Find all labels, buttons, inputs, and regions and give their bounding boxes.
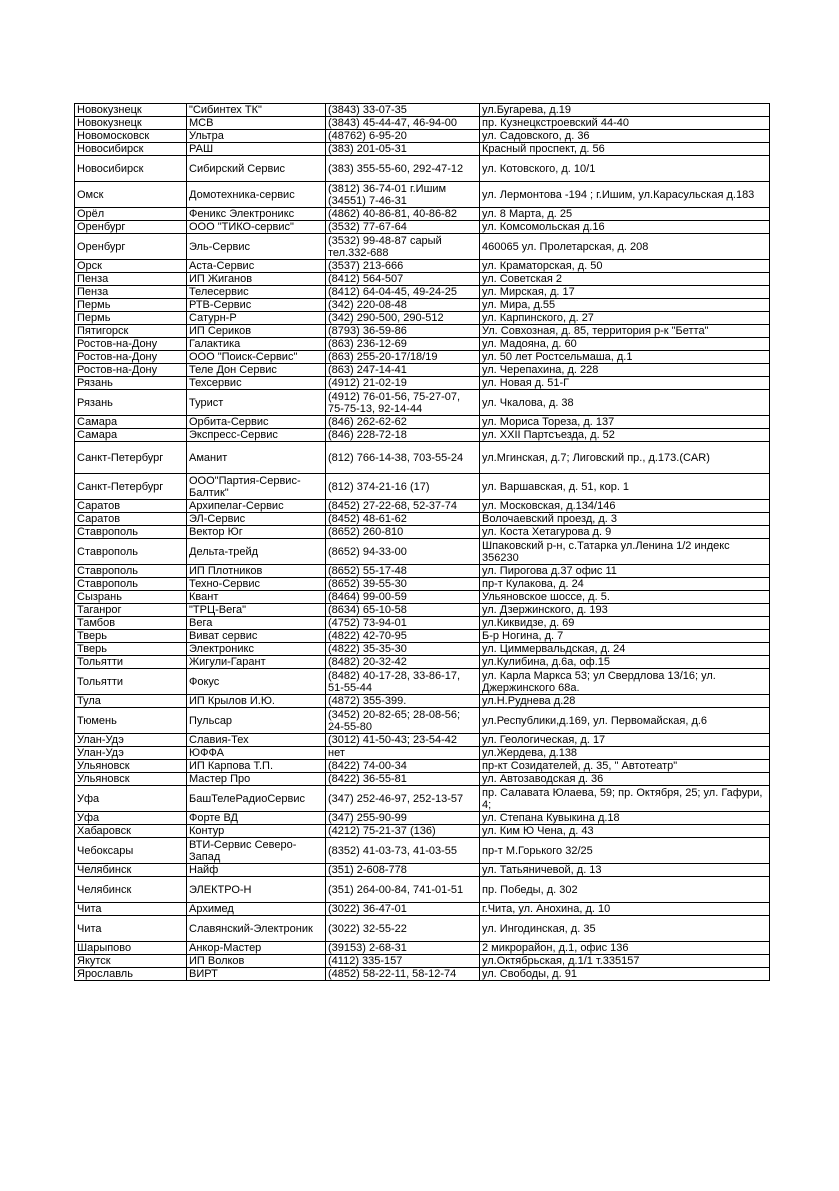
table-row [75, 656, 770, 669]
address-cell: ул. Комсомольская д.16 [480, 221, 770, 234]
table-row [75, 942, 770, 955]
table-row [75, 747, 770, 760]
city-cell: Челябинск [75, 877, 187, 903]
phone-cell: (8652) 55-17-48 [326, 565, 480, 578]
city-cell: Тула [75, 695, 187, 708]
address-cell: 460065 ул. Пролетарская, д. 208 [480, 234, 770, 260]
table-row [75, 208, 770, 221]
company-cell: РТВ-Сервис [187, 299, 326, 312]
table-row [75, 916, 770, 942]
company-cell: Домотехника-сервис [187, 182, 326, 208]
service-centers-table [74, 103, 770, 981]
address-cell: ул. Черепахина, д. 228 [480, 364, 770, 377]
table-row [75, 364, 770, 377]
table-row [75, 838, 770, 864]
address-cell: пр. Победы, д. 302 [480, 877, 770, 903]
table-row [75, 669, 770, 695]
address-cell: ул. Карла Маркса 53; ул Свердлова 13/16; ул. Джержинского 68а. [480, 669, 770, 695]
city-cell: Рязань [75, 390, 187, 416]
phone-cell: (347) 255-90-99 [326, 812, 480, 825]
company-cell: МСВ [187, 117, 326, 130]
address-cell: ул. Мадояна, д. 60 [480, 338, 770, 351]
city-cell: Пенза [75, 286, 187, 299]
phone-cell: (8412) 64-04-45, 49-24-25 [326, 286, 480, 299]
table-row [75, 786, 770, 812]
city-cell: Пермь [75, 312, 187, 325]
city-cell: Новосибирск [75, 156, 187, 182]
phone-cell: (4912) 21-02-19 [326, 377, 480, 390]
phone-cell: (4912) 76-01-56, 75-27-07, 75-75-13, 92-14-44 [326, 390, 480, 416]
address-cell: ул. Степана Кувыкина д.18 [480, 812, 770, 825]
company-cell: ООО "Поиск-Сервис" [187, 351, 326, 364]
company-cell: Мастер Про [187, 773, 326, 786]
address-cell: ул. XXII Партсъезда, д. 52 [480, 429, 770, 442]
city-cell: Тюмень [75, 708, 187, 734]
company-cell: ИП Жиганов [187, 273, 326, 286]
company-cell: Контур [187, 825, 326, 838]
address-cell: Волочаевский проезд, д. 3 [480, 513, 770, 526]
phone-cell: (8452) 48-61-62 [326, 513, 480, 526]
city-cell: Тольятти [75, 656, 187, 669]
company-cell: ЭЛЕКТРО-Н [187, 877, 326, 903]
address-cell: ул. Коста Хетагурова д. 9 [480, 526, 770, 539]
company-cell: Электроникс [187, 643, 326, 656]
table-row [75, 442, 770, 474]
phone-cell: (4862) 40-86-81, 40-86-82 [326, 208, 480, 221]
phone-cell: (812) 374-21-16 (17) [326, 474, 480, 500]
city-cell: Тверь [75, 643, 187, 656]
table-row [75, 630, 770, 643]
company-cell: "ТРЦ-Вега" [187, 604, 326, 617]
city-cell: Оренбург [75, 221, 187, 234]
address-cell: ул.Киквидзе, д. 69 [480, 617, 770, 630]
company-cell: Жигули-Гарант [187, 656, 326, 669]
phone-cell: (347) 252-46-97, 252-13-57 [326, 786, 480, 812]
address-cell: пр-кт Созидателей, д. 35, " Автотеатр" [480, 760, 770, 773]
table-row [75, 903, 770, 916]
city-cell: Ярославль [75, 968, 187, 981]
phone-cell: (3843) 33-07-35 [326, 104, 480, 117]
company-cell: ВИРТ [187, 968, 326, 981]
city-cell: Пермь [75, 299, 187, 312]
city-cell: Чита [75, 903, 187, 916]
city-cell: Ставрополь [75, 578, 187, 591]
city-cell: Ставрополь [75, 539, 187, 565]
address-cell: ул. Мориса Тореза, д. 137 [480, 416, 770, 429]
address-cell: ул. Ким Ю Чена, д. 43 [480, 825, 770, 838]
phone-cell: нет [326, 747, 480, 760]
address-cell: ул. Садовского, д. 36 [480, 130, 770, 143]
company-cell: Эль-Сервис [187, 234, 326, 260]
address-cell: 2 микрорайон, д.1, офис 136 [480, 942, 770, 955]
city-cell: Ростов-на-Дону [75, 338, 187, 351]
address-cell: ул. Татьяничевой, д. 13 [480, 864, 770, 877]
city-cell: Саратов [75, 513, 187, 526]
address-cell: ул. Краматорская, д. 50 [480, 260, 770, 273]
company-cell: Найф [187, 864, 326, 877]
address-cell: ул. Циммервальдская, д. 24 [480, 643, 770, 656]
table-row [75, 338, 770, 351]
company-cell: Архимед [187, 903, 326, 916]
phone-cell: (8482) 40-17-28, 33-86-17, 51-55-44 [326, 669, 480, 695]
address-cell: пр. Кузнецкстроевский 44-40 [480, 117, 770, 130]
phone-cell: (8422) 36-55-81 [326, 773, 480, 786]
phone-cell: (3452) 20-82-65; 28-08-56; 24-55-80 [326, 708, 480, 734]
phone-cell: (39153) 2-68-31 [326, 942, 480, 955]
address-cell: ул. Геологическая, д. 17 [480, 734, 770, 747]
company-cell: Сибирский Сервис [187, 156, 326, 182]
phone-cell: (863) 247-14-41 [326, 364, 480, 377]
phone-cell: (3843) 45-44-47, 46-94-00 [326, 117, 480, 130]
phone-cell: (4822) 42-70-95 [326, 630, 480, 643]
city-cell: Ростов-на-Дону [75, 364, 187, 377]
table-row [75, 390, 770, 416]
table-row [75, 474, 770, 500]
company-cell: ЮФФА [187, 747, 326, 760]
table-row [75, 273, 770, 286]
city-cell: Уфа [75, 812, 187, 825]
company-cell: ЭЛ-Сервис [187, 513, 326, 526]
phone-cell: (3532) 99-48-87 сарый тел.332-688 [326, 234, 480, 260]
table-row [75, 773, 770, 786]
address-cell: ул. Мира, д.55 [480, 299, 770, 312]
address-cell: пр. Салавата Юлаева, 59; пр. Октября, 25; ул. Гафури, 4; [480, 786, 770, 812]
phone-cell: (3537) 213-666 [326, 260, 480, 273]
table-row [75, 968, 770, 981]
address-cell: ул. 8 Марта, д. 25 [480, 208, 770, 221]
company-cell: Телесервис [187, 286, 326, 299]
city-cell: Уфа [75, 786, 187, 812]
city-cell: Шарыпово [75, 942, 187, 955]
table-row [75, 604, 770, 617]
city-cell: Улан-Удэ [75, 747, 187, 760]
company-cell: Орбита-Сервис [187, 416, 326, 429]
phone-cell: (4752) 73-94-01 [326, 617, 480, 630]
city-cell: Новокузнецк [75, 117, 187, 130]
address-cell: ул.Н.Руднева д.28 [480, 695, 770, 708]
table-row [75, 825, 770, 838]
city-cell: Ставрополь [75, 565, 187, 578]
phone-cell: (3812) 36-74-01 г.Ишим (34551) 7-46-31 [326, 182, 480, 208]
table-row [75, 104, 770, 117]
phone-cell: (8412) 564-507 [326, 273, 480, 286]
table-row [75, 117, 770, 130]
phone-cell: (4872) 355-399. [326, 695, 480, 708]
phone-cell: (8652) 94-33-00 [326, 539, 480, 565]
address-cell: Б-р Ногина, д. 7 [480, 630, 770, 643]
city-cell: Хабаровск [75, 825, 187, 838]
company-cell: ИП Сериков [187, 325, 326, 338]
table-row [75, 143, 770, 156]
address-cell: ул. Карпинского, д. 27 [480, 312, 770, 325]
table-row [75, 221, 770, 234]
phone-cell: (383) 201-05-31 [326, 143, 480, 156]
company-cell: Техно-Сервис [187, 578, 326, 591]
phone-cell: (4112) 335-157 [326, 955, 480, 968]
phone-cell: (351) 264-00-84, 741-01-51 [326, 877, 480, 903]
address-cell: ул. Свободы, д. 91 [480, 968, 770, 981]
company-cell: ИП Крылов И.Ю. [187, 695, 326, 708]
table-row [75, 260, 770, 273]
phone-cell: (8793) 36-59-86 [326, 325, 480, 338]
phone-cell: (8634) 65-10-58 [326, 604, 480, 617]
table-row [75, 416, 770, 429]
phone-cell: (3022) 32-55-22 [326, 916, 480, 942]
city-cell: Ростов-на-Дону [75, 351, 187, 364]
city-cell: Новомосковск [75, 130, 187, 143]
table-row [75, 734, 770, 747]
phone-cell: (846) 262-62-62 [326, 416, 480, 429]
address-cell: ул. Пирогова д.37 офис 11 [480, 565, 770, 578]
phone-cell: (8652) 39-55-30 [326, 578, 480, 591]
phone-cell: (342) 220-08-48 [326, 299, 480, 312]
phone-cell: (3022) 36-47-01 [326, 903, 480, 916]
address-cell: пр-т Кулакова, д. 24 [480, 578, 770, 591]
city-cell: Пенза [75, 273, 187, 286]
phone-cell: (3012) 41-50-43; 23-54-42 [326, 734, 480, 747]
table-row [75, 182, 770, 208]
city-cell: Тверь [75, 630, 187, 643]
city-cell: Саратов [75, 500, 187, 513]
city-cell: Чебоксары [75, 838, 187, 864]
company-cell: ВТИ-Сервис Северо-Запад [187, 838, 326, 864]
phone-cell: (8422) 74-00-34 [326, 760, 480, 773]
table-row [75, 429, 770, 442]
table-row [75, 299, 770, 312]
address-cell: ул. Советская 2 [480, 273, 770, 286]
address-cell: ул. Варшавская, д. 51, кор. 1 [480, 474, 770, 500]
table-row [75, 130, 770, 143]
city-cell: Оренбург [75, 234, 187, 260]
city-cell: Новокузнецк [75, 104, 187, 117]
address-cell: ул. Московская, д.134/146 [480, 500, 770, 513]
company-cell: Аста-Сервис [187, 260, 326, 273]
table-row [75, 539, 770, 565]
company-cell: Ультра [187, 130, 326, 143]
phone-cell: (4212) 75-21-37 (136) [326, 825, 480, 838]
company-cell: ИП Карпова Т.П. [187, 760, 326, 773]
address-cell: пр-т М.Горького 32/25 [480, 838, 770, 864]
company-cell: Анкор-Мастер [187, 942, 326, 955]
company-cell: Архипелаг-Сервис [187, 500, 326, 513]
table-row [75, 500, 770, 513]
company-cell: ООО "ТИКО-сервис" [187, 221, 326, 234]
company-cell: ИП Плотников [187, 565, 326, 578]
phone-cell: (342) 290-500, 290-512 [326, 312, 480, 325]
address-cell: ул. Мирская, д. 17 [480, 286, 770, 299]
table-row [75, 591, 770, 604]
city-cell: Самара [75, 429, 187, 442]
company-cell: ООО"Партия-Сервис-Балтик" [187, 474, 326, 500]
address-cell: Шпаковский р-н, с.Татарка ул.Ленина 1/2 индекс 356230 [480, 539, 770, 565]
phone-cell: (351) 2-608-778 [326, 864, 480, 877]
company-cell: Турист [187, 390, 326, 416]
table-row [75, 864, 770, 877]
table-row [75, 812, 770, 825]
company-cell: Феникс Электроникс [187, 208, 326, 221]
phone-cell: (383) 355-55-60, 292-47-12 [326, 156, 480, 182]
company-cell: БашТелеРадиоСервис [187, 786, 326, 812]
phone-cell: (48762) 6-95-20 [326, 130, 480, 143]
city-cell: Ставрополь [75, 526, 187, 539]
address-cell: ул. Новая д. 51-Г [480, 377, 770, 390]
city-cell: Рязань [75, 377, 187, 390]
phone-cell: (8482) 20-32-42 [326, 656, 480, 669]
phone-cell: (846) 228-72-18 [326, 429, 480, 442]
city-cell: Сызрань [75, 591, 187, 604]
city-cell: Омск [75, 182, 187, 208]
company-cell: Пульсар [187, 708, 326, 734]
phone-cell: (8652) 260-810 [326, 526, 480, 539]
address-cell: ул.Бугарева, д.19 [480, 104, 770, 117]
address-cell: ул.Республики,д.169, ул. Первомайская, д.6 [480, 708, 770, 734]
phone-cell: (4822) 35-35-30 [326, 643, 480, 656]
city-cell: Орск [75, 260, 187, 273]
address-cell: ул.Октябрьская, д.1/1 т.335157 [480, 955, 770, 968]
company-cell: ИП Волков [187, 955, 326, 968]
company-cell: Квант [187, 591, 326, 604]
company-cell: Сатурн-Р [187, 312, 326, 325]
table-row [75, 578, 770, 591]
company-cell: Дельта-трейд [187, 539, 326, 565]
company-cell: Фокус [187, 669, 326, 695]
company-cell: "Сибинтех ТК" [187, 104, 326, 117]
city-cell: Тольятти [75, 669, 187, 695]
phone-cell: (4852) 58-22-11, 58-12-74 [326, 968, 480, 981]
company-cell: Форте ВД [187, 812, 326, 825]
address-cell: ул. 50 лет Ростсельмаша, д.1 [480, 351, 770, 364]
company-cell: Техсервис [187, 377, 326, 390]
address-cell: г.Чита, ул. Анохина, д. 10 [480, 903, 770, 916]
company-cell: Экспресс-Сервис [187, 429, 326, 442]
company-cell: Теле Дон Сервис [187, 364, 326, 377]
address-cell: ул. Ингодинская, д. 35 [480, 916, 770, 942]
city-cell: Челябинск [75, 864, 187, 877]
table-row [75, 286, 770, 299]
city-cell: Улан-Удэ [75, 734, 187, 747]
table-row [75, 617, 770, 630]
table-row [75, 955, 770, 968]
table-row [75, 377, 770, 390]
table-row [75, 760, 770, 773]
phone-cell: (863) 255-20-17/18/19 [326, 351, 480, 364]
address-cell: ул.Мгинская, д.7; Лиговский пр., д.173.(CAR) [480, 442, 770, 474]
table-row [75, 695, 770, 708]
address-cell: ул. Чкалова, д. 38 [480, 390, 770, 416]
address-cell: Красный проспект, д. 56 [480, 143, 770, 156]
company-cell: РАШ [187, 143, 326, 156]
phone-cell: (8352) 41-03-73, 41-03-55 [326, 838, 480, 864]
phone-cell: (3532) 77-67-64 [326, 221, 480, 234]
city-cell: Чита [75, 916, 187, 942]
address-cell: Ульяновское шоссе, д. 5. [480, 591, 770, 604]
table-row [75, 565, 770, 578]
company-cell: Виват сервис [187, 630, 326, 643]
company-cell: Вега [187, 617, 326, 630]
table-row [75, 312, 770, 325]
city-cell: Пятигорск [75, 325, 187, 338]
address-cell: ул. Автозаводская д. 36 [480, 773, 770, 786]
city-cell: Ульяновск [75, 760, 187, 773]
table-row [75, 513, 770, 526]
table-row [75, 351, 770, 364]
city-cell: Таганрог [75, 604, 187, 617]
table-row [75, 708, 770, 734]
company-cell: Славянский-Электроник [187, 916, 326, 942]
address-cell: ул.Жердева, д.138 [480, 747, 770, 760]
table-row [75, 877, 770, 903]
table-row [75, 156, 770, 182]
address-cell: ул. Лермонтова -194 ; г.Ишим, ул.Карасульская д.183 [480, 182, 770, 208]
phone-cell: (863) 236-12-69 [326, 338, 480, 351]
phone-cell: (8452) 27-22-68, 52-37-74 [326, 500, 480, 513]
address-cell: Ул. Совхозная, д. 85, территория р-к "Бетта" [480, 325, 770, 338]
phone-cell: (8464) 99-00-59 [326, 591, 480, 604]
address-cell: ул. Дзержинского, д. 193 [480, 604, 770, 617]
table-body [75, 104, 770, 981]
city-cell: Ульяновск [75, 773, 187, 786]
city-cell: Новосибирск [75, 143, 187, 156]
city-cell: Самара [75, 416, 187, 429]
phone-cell: (812) 766-14-38, 703-55-24 [326, 442, 480, 474]
table-row [75, 526, 770, 539]
address-cell: ул.Кулибина, д.6а, оф.15 [480, 656, 770, 669]
company-cell: Галактика [187, 338, 326, 351]
table-row [75, 643, 770, 656]
city-cell: Тамбов [75, 617, 187, 630]
company-cell: Аманит [187, 442, 326, 474]
city-cell: Санкт-Петербург [75, 474, 187, 500]
table-row [75, 234, 770, 260]
city-cell: Орёл [75, 208, 187, 221]
address-cell: ул. Котовского, д. 10/1 [480, 156, 770, 182]
company-cell: Славия-Тех [187, 734, 326, 747]
city-cell: Санкт-Петербург [75, 442, 187, 474]
city-cell: Якутск [75, 955, 187, 968]
company-cell: Вектор Юг [187, 526, 326, 539]
table-row [75, 325, 770, 338]
